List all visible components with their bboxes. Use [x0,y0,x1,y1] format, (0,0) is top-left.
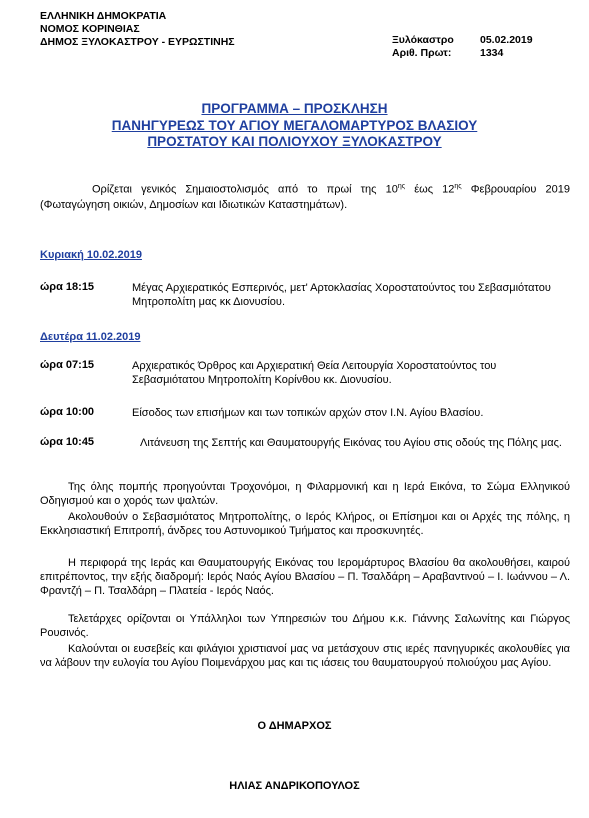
issuer-line-prefecture: ΝΟΜΟΣ ΚΟΡΙΝΘΙΑΣ [40,23,140,35]
body-paragraph: Καλούνται οι ευσεβείς και φιλάγιοι χριστιανοί μας να μετάσχουν στις ιερές πανηγυρικές ακολουθίες για να λάβουν την ευλογία του Αγίου Ποιμενάρχου μας και τις ιάσεις του θαυματουργού πολιούχου μας Αγίου. [40,643,570,669]
issuer-header [40,10,235,49]
event-description: Αρχιερατικός Όρθρος και Αρχιερατική Θεία Λειτουργία Χοροστατούντος του Σεβασμιότατου Μητροπολίτη Κορίνθου κκ. Διονυσίου. [132,360,497,386]
document-title [0,101,589,151]
event-description: Μέγας Αρχιερατικός Εσπερινός, μετ' Αρτοκλασίας Χοροστατούντος του Σεβασμιότατου Μητροπολίτη μας κκ Διονυσίου. [132,282,551,308]
body-paragraph: Η περιφορά της Ιεράς και Θαυματουργής Εικόνας του Ιερομάρτυρος Βλασίου θα ακολουθήσει, καιρού επιτρέποντος, την εξής διαδρομή: Ιερός Ναός Αγίου Βλασίου – Π. Τσαλδάρη – Αραβαντινού – Ι. Ιωάννου – Λ. Φραντζή – Π. Τσαλδάρη – Πλατεία - Ιερός Ναός. [40,557,570,597]
day-heading-sunday: Κυριακή 10.02.2019 [40,249,142,261]
issuer-line-state: ΕΛΛΗΝΙΚΗ ΔΗΜΟΚΡΑΤΙΑ [40,10,167,22]
event-time: ώρα 10:45 [40,436,95,448]
event-time: ώρα 07:15 [40,359,95,371]
body-paragraph: Της όλης πομπής προηγούνται Τροχονόμοι, η Φιλαρμονική και η Ιερά Εικόνα, το Σώμα Ελληνικού Οδηγισμού και ο χορός των ψαλτών. [40,481,570,507]
intro-paragraph: Ορίζεται γενικός Σημαιοστολισμός από το πρωί της $10^{\eta\varsigma}$ έως $12^{\eta\varsigma}$ Φεβρουαρίου 2019 (Φωταγώγηση οικιών, Δημοσίων και Ιδιωτικών Καταστημάτων). [40,183,570,211]
event-time: ώρα 18:15 [40,281,95,293]
document-date: 05.02.2019 [480,34,533,46]
protocol-number: 1334 [480,47,504,59]
event-description: Λιτάνευση της Σεπτής και Θαυματουργής Εικόνας του Αγίου στις οδούς της Πόλης μας. [140,437,562,449]
protocol-row [392,47,533,60]
date-row [392,34,533,47]
reference-block [392,34,533,60]
title-line-1: ΠΡΟΓΡΑΜΜΑ – ΠΡΟΣΚΛΗΣΗ [201,101,388,116]
title-line-3: ΠΡΟΣΤΑΤΟΥ ΚΑΙ ΠΟΛΙΟΥΧΟΥ ΞΥΛΟΚΑΣΤΡΟΥ [147,134,442,149]
signature-name: ΗΛΙΑΣ ΑΝΔΡΙΚΟΠΟΥΛΟΣ [229,780,360,792]
title-line-2: ΠΑΝΗΓΥΡΕΩΣ ΤΟΥ ΑΓΙΟΥ ΜΕΓΑΛΟΜΑΡΤΥΡΟΣ ΒΛΑΣΙΟΥ [111,117,478,133]
issuer-line-municipality: ΔΗΜΟΣ ΞΥΛΟΚΑΣΤΡΟΥ - ΕΥΡΩΣΤΙΝΗΣ [40,36,235,48]
day-heading-monday: Δευτέρα 11.02.2019 [40,331,141,343]
place-label: Ξυλόκαστρο [392,34,454,46]
protocol-label: Αριθ. Πρωτ: [392,47,452,59]
signature-role: Ο ΔΗΜΑΡΧΟΣ [257,720,332,732]
event-time: ώρα 10:00 [40,406,95,418]
body-paragraph: Τελετάρχες ορίζονται οι Υπάλληλοι των Υπηρεσιών του Δήμου κ.κ. Γιάννης Σαλωνίτης και Γιώργος Ρουσινός. [40,613,570,639]
body-paragraph: Ακολουθούν ο Σεβασμιότατος Μητροπολίτης, ο Ιερός Κλήρος, οι Επίσημοι και οι Αρχές της πόλης, η Εκκλησιαστική Επιτροπή, άνδρες του Αστυνομικού Τμήματος και προσκυνητές. [40,511,570,537]
event-description: Είσοδος των επισήμων και των τοπικών αρχών στον Ι.Ν. Αγίου Βλασίου. [132,407,484,419]
